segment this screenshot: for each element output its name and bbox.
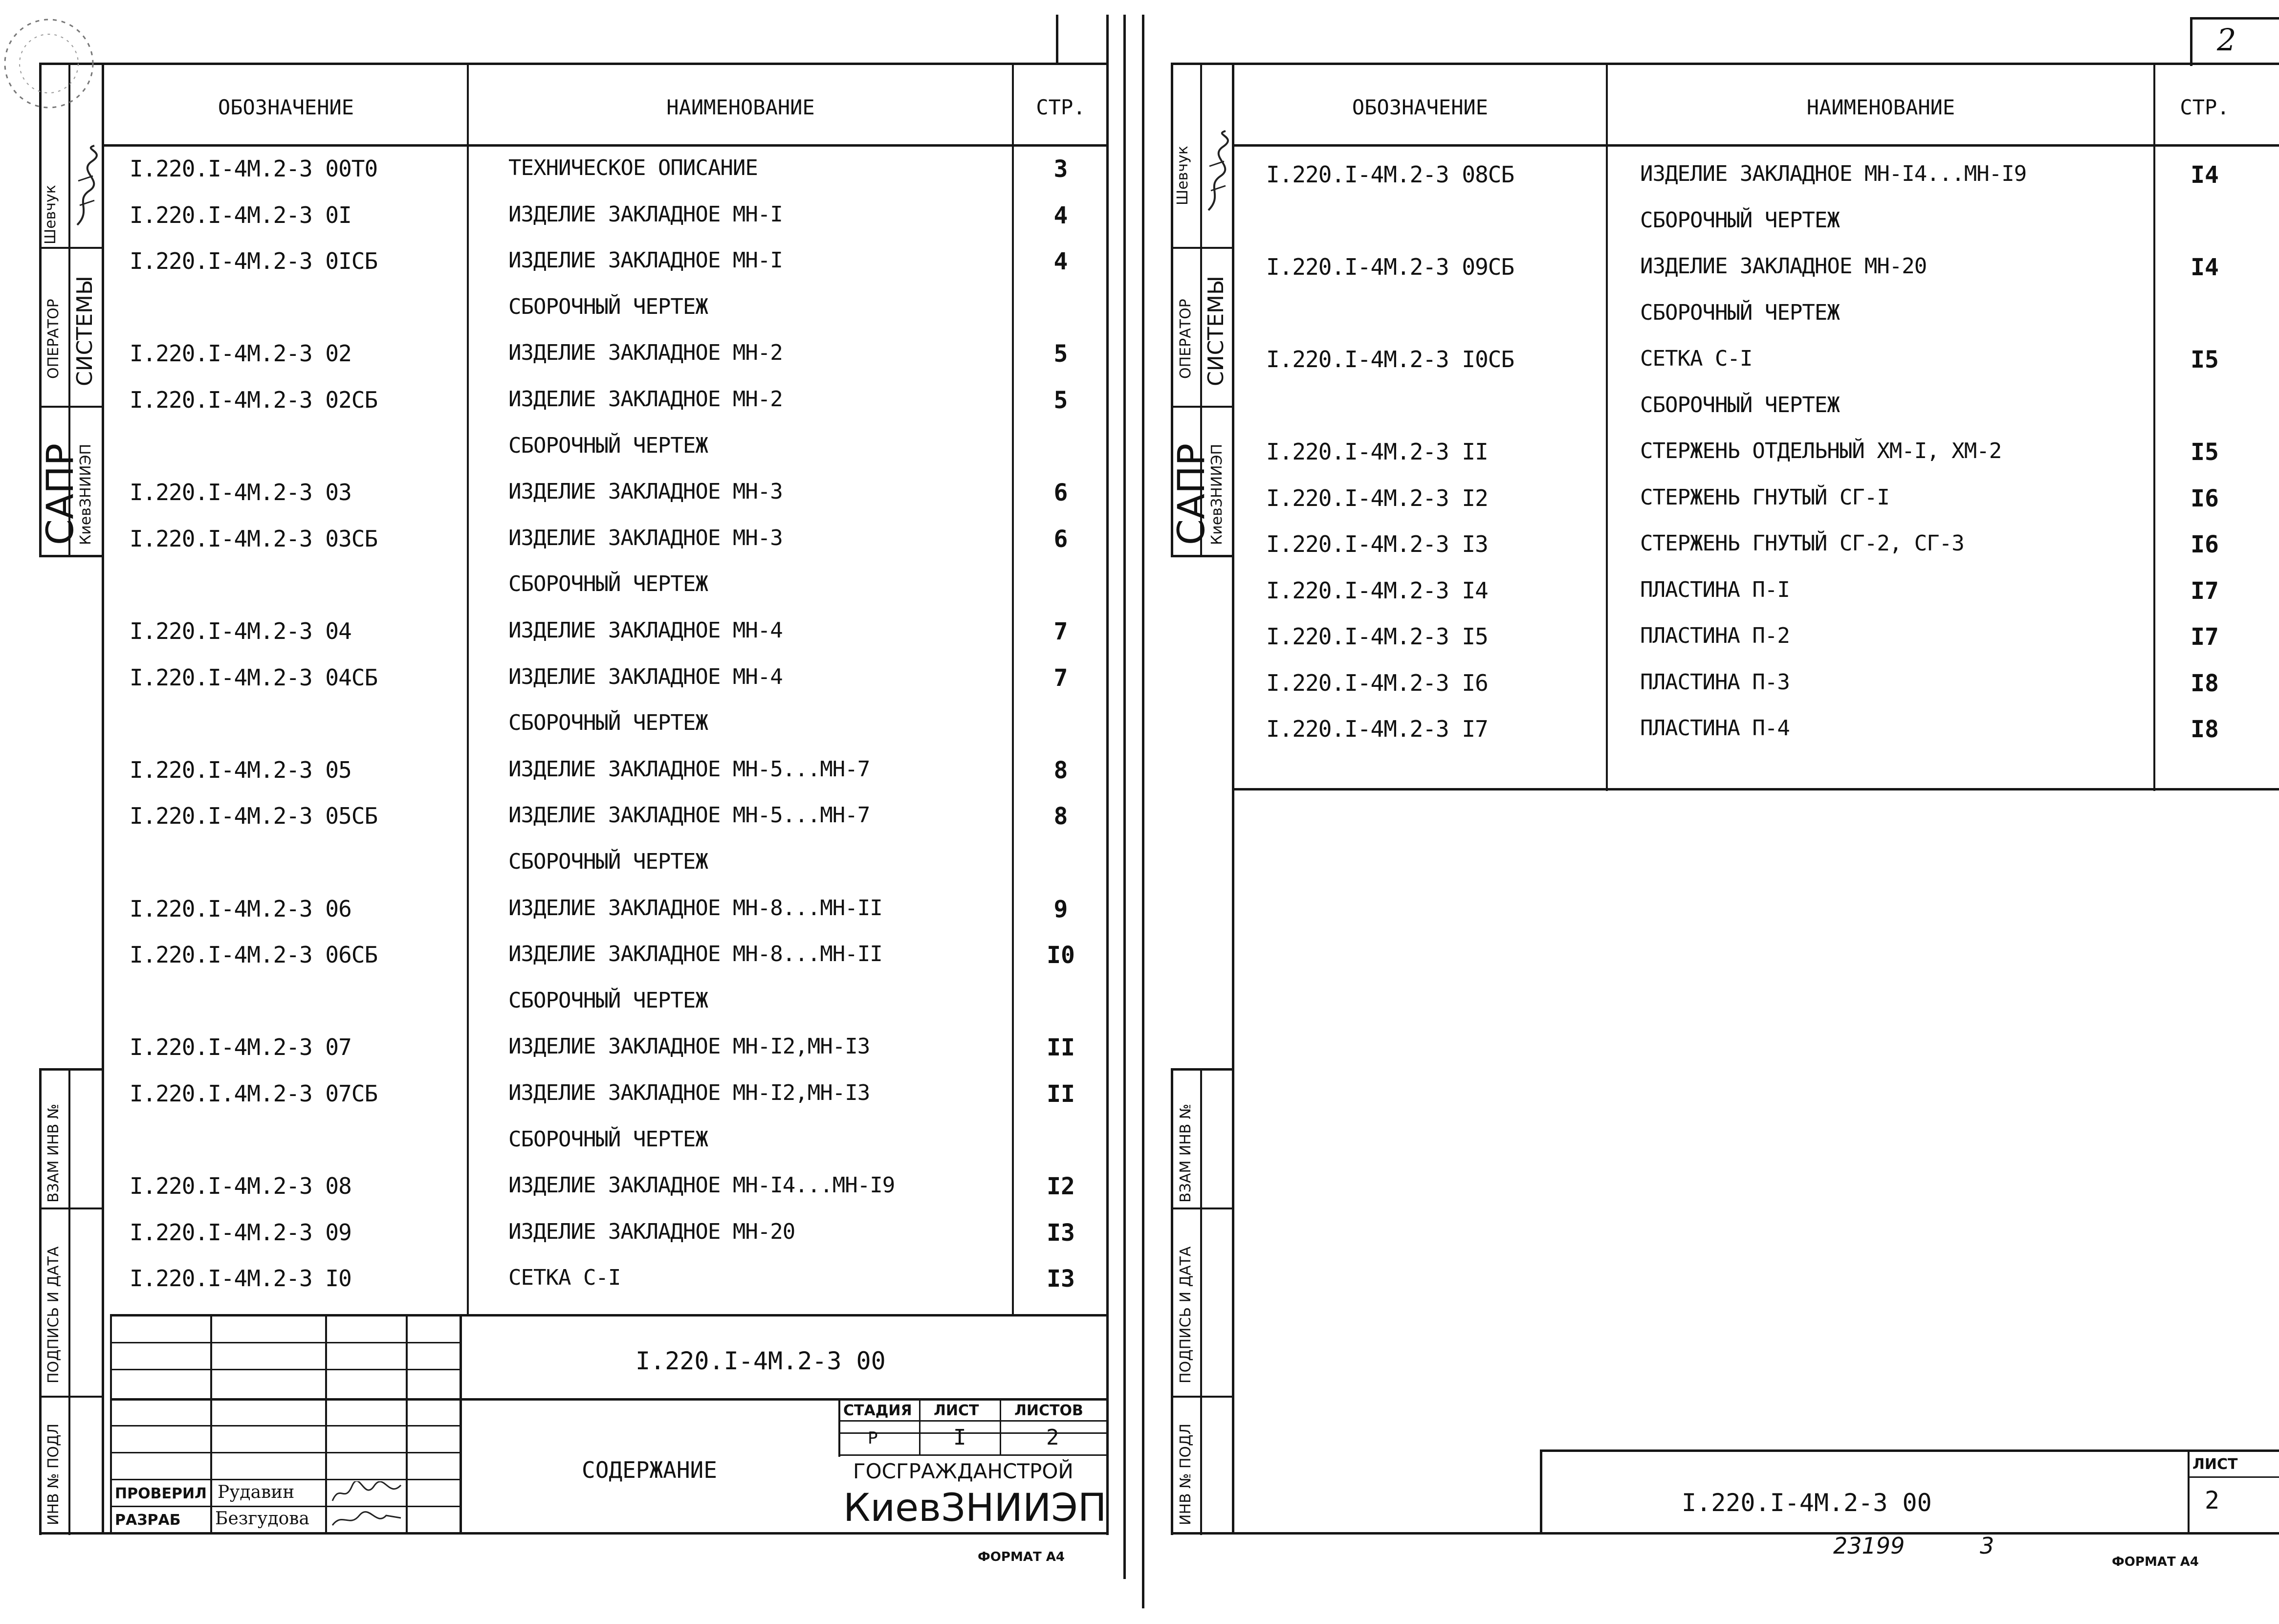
right-row-code: I.220.I-4M.2-3 I7 <box>1266 716 1488 742</box>
left-row-code: I.220.I-4M.2-3 0I <box>130 201 351 228</box>
right-row-name: СБОРОЧНЫЙ ЧЕРТЕЖ <box>1640 300 1840 325</box>
right-row-name: СЕТКА С-I <box>1640 346 1753 371</box>
round-stamp-icon <box>0 10 108 117</box>
right-side-sapr: САПР <box>1169 443 1213 545</box>
right-header-page: СТР. <box>2180 95 2230 119</box>
stamp-sheet-label: ЛИСТ <box>934 1402 979 1419</box>
left-row-name: ИЗДЕЛИЕ ЗАКЛАДНОЕ МН-4 <box>508 618 783 643</box>
left-row-page: 7 <box>1053 664 1068 692</box>
left-row-page: I3 <box>1047 1265 1075 1293</box>
left-row-name: ИЗДЕЛИЕ ЗАКЛАДНОЕ МН-5...МН-7 <box>508 756 870 782</box>
right-stamp-format: ФОРМАТ А4 <box>2112 1555 2199 1569</box>
right-row-page: I7 <box>2191 623 2219 651</box>
right-row-name: ПЛАСТИНА П-2 <box>1640 623 1790 648</box>
stamp-sheets-label: ЛИСТОВ <box>1014 1402 1083 1419</box>
left-row-name: СБОРОЧНЫЙ ЧЕРТЕЖ <box>508 433 708 458</box>
left-row-code: I.220.I-4M.2-3 02 <box>130 340 351 367</box>
stamp-dev-name: Безгудова <box>215 1509 310 1529</box>
left-row-page: 6 <box>1053 479 1068 507</box>
left-row-page: 6 <box>1053 525 1068 553</box>
right-sheet <box>1144 0 2279 1624</box>
right-side-inv: ИНВ № ПОДЛ <box>1177 1423 1194 1525</box>
stamp-stage: Р <box>868 1428 878 1448</box>
left-row-code: I.220.I-4M.2-3 04СБ <box>130 664 378 691</box>
side-shevchuk: Шевчук <box>42 185 59 244</box>
right-row-page: I4 <box>2191 254 2219 281</box>
right-row-name: ИЗДЕЛИЕ ЗАКЛАДНОЕ МН-I4...МН-I9 <box>1640 161 2027 186</box>
stamp-format: ФОРМАТ А4 <box>978 1550 1065 1564</box>
right-row-name: СТЕРЖЕНЬ ГНУТЫЙ СГ-2, СГ-3 <box>1640 531 1964 556</box>
left-row-page: I2 <box>1047 1173 1075 1201</box>
side-kiev: КиевЗНИИЭП <box>77 443 94 545</box>
left-row-page: II <box>1047 1080 1075 1108</box>
left-row-name: ИЗДЕЛИЕ ЗАКЛАДНОЕ МН-I <box>508 201 783 227</box>
right-row-code: I.220.I-4M.2-3 I3 <box>1266 531 1488 557</box>
side-sistemy: СИСТЕМЫ <box>72 276 97 386</box>
left-row-page: 5 <box>1053 387 1068 414</box>
right-header-name: НАИМЕНОВАНИЕ <box>1806 95 1955 119</box>
left-row-name: СЕТКА С-I <box>508 1265 621 1291</box>
left-row-code: I.220.I-4M.2-3 06СБ <box>130 942 378 968</box>
left-row-page: I3 <box>1047 1219 1075 1247</box>
side-sapr: САПР <box>38 443 82 545</box>
right-row-code: I.220.I-4M.2-3 08СБ <box>1266 161 1514 188</box>
stamp-org1: ГОСГРАЖДАНСТРОЙ <box>853 1459 1074 1483</box>
stamp-dev-label: РАЗРАБ <box>115 1512 181 1529</box>
stamp-sheet: I <box>953 1425 966 1450</box>
left-row-code: I.220.I-4M.2-3 07 <box>130 1034 351 1061</box>
left-row-code: I.220.I-4M.2-3 04 <box>130 618 351 644</box>
right-row-name: СБОРОЧНЫЙ ЧЕРТЕЖ <box>1640 207 1840 233</box>
right-row-code: I.220.I-4M.2-3 I4 <box>1266 577 1488 604</box>
left-row-code: I.220.I-4M.2-3 00T0 <box>130 155 378 182</box>
left-row-name: ИЗДЕЛИЕ ЗАКЛАДНОЕ МН-5...МН-7 <box>508 803 870 828</box>
right-stamp-number: 23199 <box>1833 1533 1905 1559</box>
left-row-name: ИЗДЕЛИЕ ЗАКЛАДНОЕ МН-20 <box>508 1219 795 1244</box>
left-row-code: I.220.I-4M.2-3 05 <box>130 756 351 783</box>
right-stamp-doc-code: I.220.I-4M.2-3 00 <box>1682 1489 1932 1517</box>
side-operator: ОПЕРАТОР <box>45 299 62 379</box>
left-row-name: ИЗДЕЛИЕ ЗАКЛАДНОЕ МН-I4...МН-I9 <box>508 1173 895 1198</box>
stamp-checked-name: Рудавин <box>218 1482 295 1502</box>
right-side-operator: ОПЕРАТОР <box>1177 299 1194 379</box>
left-row-page: 4 <box>1053 201 1068 229</box>
stamp-checked-label: ПРОВЕРИЛ <box>115 1485 207 1502</box>
right-row-page: I7 <box>2191 577 2219 605</box>
stamp-sheets: 2 <box>1046 1425 1059 1450</box>
right-row-code: I.220.I-4M.2-3 II <box>1266 439 1488 465</box>
right-row-code: I.220.I-4M.2-3 I2 <box>1266 484 1488 511</box>
side-inv: ИНВ № ПОДЛ <box>45 1423 62 1525</box>
left-row-name: ТЕХНИЧЕСКОЕ ОПИСАНИЕ <box>508 155 758 180</box>
left-row-name: ИЗДЕЛИЕ ЗАКЛАДНОЕ МН-3 <box>508 479 783 505</box>
stamp-doc-code: I.220.I-4M.2-3 00 <box>635 1347 886 1375</box>
left-header-designation: ОБОЗНАЧЕНИЕ <box>218 95 354 119</box>
page-corner-number: 2 <box>2217 22 2236 58</box>
right-row-name: ПЛАСТИНА П-3 <box>1640 669 1790 695</box>
left-row-code: I.220.I-4M.2-3 03СБ <box>130 525 378 552</box>
right-side-vzam: ВЗАМ ИНВ № <box>1177 1103 1194 1203</box>
left-row-page: II <box>1047 1034 1075 1062</box>
left-row-name: ИЗДЕЛИЕ ЗАКЛАДНОЕ МН-I2,МН-I3 <box>508 1034 870 1059</box>
right-side-podpis: ПОДПИСЬ И ДАТА <box>1177 1246 1194 1383</box>
right-stamp-number2: 3 <box>1980 1533 1994 1559</box>
right-stamp-sheet-label: ЛИСТ <box>2192 1456 2238 1473</box>
left-row-name: СБОРОЧНЫЙ ЧЕРТЕЖ <box>508 294 708 319</box>
left-row-page: I0 <box>1047 942 1075 969</box>
right-row-page: I6 <box>2191 531 2219 558</box>
left-row-code: I.220.I-4M.2-3 02СБ <box>130 387 378 413</box>
right-row-code: I.220.I-4M.2-3 I5 <box>1266 623 1488 650</box>
left-sheet <box>0 0 1124 1624</box>
left-row-name: СБОРОЧНЫЙ ЧЕРТЕЖ <box>508 710 708 736</box>
left-row-code: I.220.I-4M.2-3 08 <box>130 1173 351 1200</box>
left-row-name: СБОРОЧНЫЙ ЧЕРТЕЖ <box>508 571 708 597</box>
left-row-page: 4 <box>1053 248 1068 276</box>
right-row-name: СТЕРЖЕНЬ ГНУТЫЙ СГ-I <box>1640 484 1889 510</box>
left-row-name: ИЗДЕЛИЕ ЗАКЛАДНОЕ МН-I <box>508 248 783 273</box>
right-row-page: I4 <box>2191 161 2219 189</box>
dev-signature-icon <box>330 1508 403 1532</box>
right-row-page: I8 <box>2191 716 2219 743</box>
right-row-code: I.220.I-4M.2-3 I0СБ <box>1266 346 1514 373</box>
left-row-name: СБОРОЧНЫЙ ЧЕРТЕЖ <box>508 988 708 1013</box>
left-row-page: 8 <box>1053 803 1068 831</box>
left-row-code: I.220.I-4M.2-3 06 <box>130 895 351 922</box>
left-row-name: ИЗДЕЛИЕ ЗАКЛАДНОЕ МН-2 <box>508 387 783 412</box>
right-row-name: СТЕРЖЕНЬ ОТДЕЛЬНЫЙ ХМ-I, ХМ-2 <box>1640 439 2002 463</box>
left-row-page: 3 <box>1053 155 1068 183</box>
left-header-name: НАИМЕНОВАНИЕ <box>666 95 815 119</box>
left-row-name: СБОРОЧНЫЙ ЧЕРТЕЖ <box>508 849 708 874</box>
stamp-org2: КиевЗНИИЭП <box>843 1486 1107 1530</box>
checked-signature-icon <box>330 1481 403 1505</box>
left-row-code: I.220.I-4M.2-3 03 <box>130 479 351 506</box>
stamp-stage-label: СТАДИЯ <box>843 1402 912 1419</box>
side-podpis: ПОДПИСЬ И ДАТА <box>45 1246 62 1383</box>
right-header-designation: ОБОЗНАЧЕНИЕ <box>1352 95 1489 119</box>
right-stamp-sheet: 2 <box>2205 1486 2220 1514</box>
right-row-page: I5 <box>2191 439 2219 466</box>
right-row-name: ПЛАСТИНА П-4 <box>1640 716 1790 741</box>
right-row-name: ИЗДЕЛИЕ ЗАКЛАДНОЕ МН-20 <box>1640 254 1927 279</box>
right-row-code: I.220.I-4M.2-3 09СБ <box>1266 254 1514 280</box>
right-row-name: ПЛАСТИНА П-I <box>1640 577 1790 602</box>
left-row-page: 5 <box>1053 340 1068 368</box>
left-row-name: ИЗДЕЛИЕ ЗАКЛАДНОЕ МН-8...МН-II <box>508 895 882 921</box>
side-vzam: ВЗАМ ИНВ № <box>45 1103 62 1203</box>
right-row-page: I8 <box>2191 669 2219 697</box>
left-row-code: I.220.I-4M.2-3 0IСБ <box>130 248 378 275</box>
left-row-name: ИЗДЕЛИЕ ЗАКЛАДНОЕ МН-4 <box>508 664 783 689</box>
left-row-code: I.220.I.4M.2-3 07СБ <box>130 1080 378 1107</box>
left-row-code: I.220.I-4M.2-3 09 <box>130 1219 351 1246</box>
left-row-page: 9 <box>1053 895 1068 923</box>
left-row-name: ИЗДЕЛИЕ ЗАКЛАДНОЕ МН-3 <box>508 525 783 550</box>
right-side-kiev: КиевЗНИИЭП <box>1208 443 1226 545</box>
left-row-page: 8 <box>1053 756 1068 784</box>
left-header-page: СТР. <box>1036 95 1086 119</box>
left-row-code: I.220.I-4M.2-3 I0 <box>130 1265 351 1292</box>
right-row-code: I.220.I-4M.2-3 I6 <box>1266 669 1488 696</box>
left-row-name: ИЗДЕЛИЕ ЗАКЛАДНОЕ МН-I2,МН-I3 <box>508 1080 870 1105</box>
left-row-name: СБОРОЧНЫЙ ЧЕРТЕЖ <box>508 1126 708 1152</box>
right-row-page: I6 <box>2191 484 2219 512</box>
left-row-page: 7 <box>1053 618 1068 645</box>
left-row-name: ИЗДЕЛИЕ ЗАКЛАДНОЕ МН-8...МН-II <box>508 942 882 967</box>
left-row-name: ИЗДЕЛИЕ ЗАКЛАДНОЕ МН-2 <box>508 340 783 366</box>
right-side-shevchuk: Шевчук <box>1174 146 1191 205</box>
stamp-title: СОДЕРЖАНИЕ <box>582 1457 717 1483</box>
right-signature-icon <box>1204 127 1230 215</box>
right-row-page: I5 <box>2191 346 2219 373</box>
right-side-sistemy: СИСТЕМЫ <box>1204 276 1228 386</box>
signature-icon <box>72 142 99 230</box>
left-row-code: I.220.I-4M.2-3 05СБ <box>130 803 378 830</box>
right-row-name: СБОРОЧНЫЙ ЧЕРТЕЖ <box>1640 392 1840 417</box>
